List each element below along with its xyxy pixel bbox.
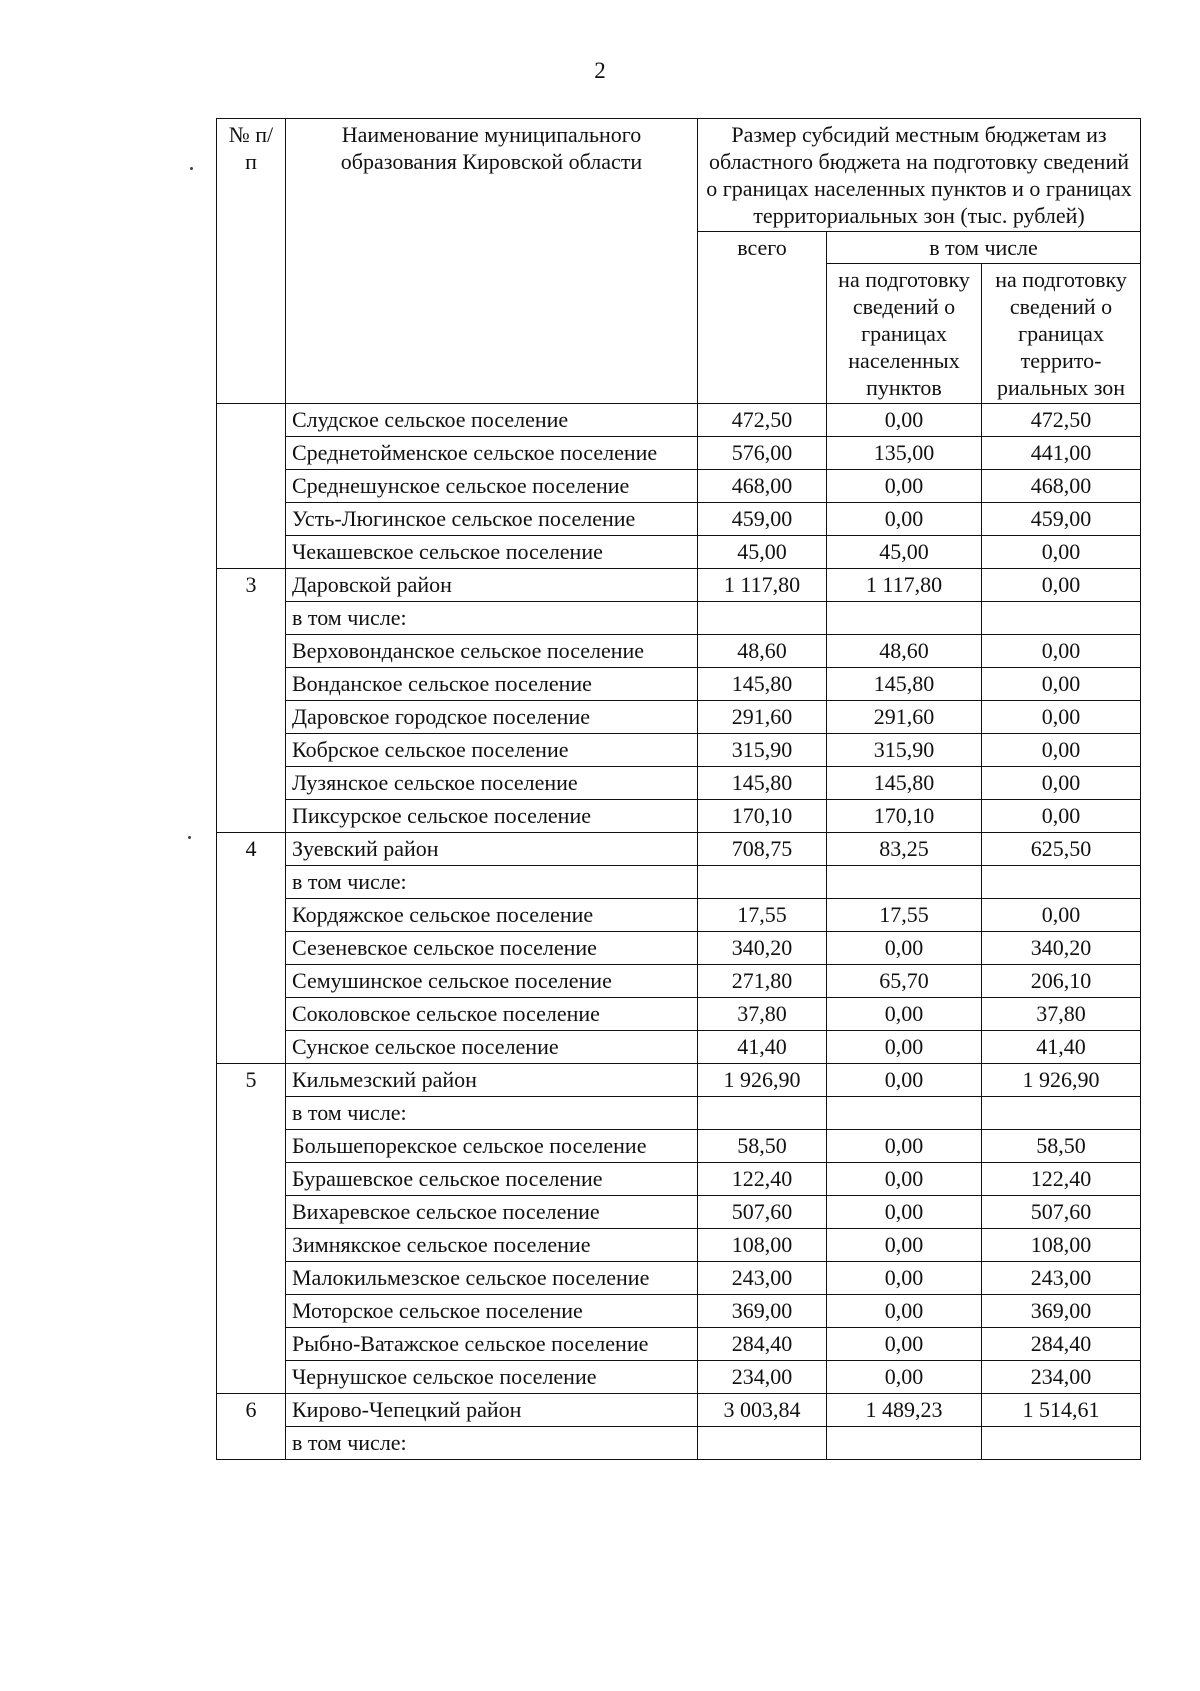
amount-settlements: 45,00 (827, 536, 982, 569)
amount-zones: 468,00 (982, 470, 1141, 503)
amount-settlements: 0,00 (827, 1229, 982, 1262)
table-row (217, 767, 1141, 800)
municipality-name: Моторское сельское поселение (286, 1295, 698, 1328)
row-number (217, 1229, 286, 1262)
amount-total: 170,10 (698, 800, 827, 833)
amount-total: 45,00 (698, 536, 827, 569)
amount-zones: 0,00 (982, 536, 1141, 569)
amount-zones: 625,50 (982, 833, 1141, 866)
row-number (217, 404, 286, 437)
row-number: 3 (217, 569, 286, 602)
row-number (217, 998, 286, 1031)
row-number (217, 965, 286, 998)
amount-total (698, 602, 827, 635)
amount-total: 576,00 (698, 437, 827, 470)
table-row (217, 701, 1141, 734)
table-row (217, 833, 1141, 866)
amount-settlements: 1 489,23 (827, 1394, 982, 1427)
amount-total: 708,75 (698, 833, 827, 866)
table-row (217, 404, 1141, 437)
row-number (217, 932, 286, 965)
header-amount: Размер субсидий местным бюджетам из областного бюджета на подготовку сведений о границах населенных пунктов и о границах территориальных зон (тыс. рублей) (698, 119, 1141, 232)
amount-settlements: 0,00 (827, 1064, 982, 1097)
row-number (217, 1361, 286, 1394)
row-number (217, 899, 286, 932)
amount-total: 48,60 (698, 635, 827, 668)
amount-settlements: 48,60 (827, 635, 982, 668)
row-number: 5 (217, 1064, 286, 1097)
table-row (217, 1361, 1141, 1394)
municipality-name: Зуевский район (286, 833, 698, 866)
page-number: 2 (594, 58, 606, 83)
header-total: всего (698, 232, 827, 404)
table-row (217, 998, 1141, 1031)
amount-settlements: 145,80 (827, 767, 982, 800)
municipality-name: Среднетойменское сельское поселение (286, 437, 698, 470)
row-number (217, 1097, 286, 1130)
municipality-name: Чекашевское сельское поселение (286, 536, 698, 569)
row-number (217, 1295, 286, 1328)
row-number (217, 800, 286, 833)
table-body (217, 404, 1141, 1460)
amount-zones: 369,00 (982, 1295, 1141, 1328)
amount-total (698, 1097, 827, 1130)
amount-zones: 0,00 (982, 701, 1141, 734)
table-row (217, 734, 1141, 767)
amount-settlements: 135,00 (827, 437, 982, 470)
amount-zones: 0,00 (982, 734, 1141, 767)
amount-total: 145,80 (698, 668, 827, 701)
amount-zones: 0,00 (982, 668, 1141, 701)
header-number: № п/п (217, 119, 286, 404)
row-number (217, 1427, 286, 1460)
amount-zones: 58,50 (982, 1130, 1141, 1163)
municipality-name: Большепорекское сельское поселение (286, 1130, 698, 1163)
table-row (217, 1196, 1141, 1229)
header-including: в том числе (827, 232, 1141, 264)
row-number (217, 602, 286, 635)
row-number (217, 1262, 286, 1295)
municipality-name: Бурашевское сельское поселение (286, 1163, 698, 1196)
amount-zones (982, 1427, 1141, 1460)
amount-settlements: 0,00 (827, 1295, 982, 1328)
table-row (217, 800, 1141, 833)
amount-settlements: 17,55 (827, 899, 982, 932)
municipality-name: Соколовское сельское поселение (286, 998, 698, 1031)
row-number (217, 1031, 286, 1064)
amount-zones: 507,60 (982, 1196, 1141, 1229)
municipality-name: Верховонданское сельское поселение (286, 635, 698, 668)
amount-total: 122,40 (698, 1163, 827, 1196)
row-number (217, 1130, 286, 1163)
amount-total (698, 1427, 827, 1460)
municipality-name: Лузянское сельское поселение (286, 767, 698, 800)
amount-zones: 472,50 (982, 404, 1141, 437)
table-row (217, 1130, 1141, 1163)
amount-zones: 1 514,61 (982, 1394, 1141, 1427)
amount-zones: 0,00 (982, 800, 1141, 833)
municipality-name: Пиксурское сельское поселение (286, 800, 698, 833)
amount-settlements: 1 117,80 (827, 569, 982, 602)
amount-settlements: 0,00 (827, 998, 982, 1031)
amount-total: 17,55 (698, 899, 827, 932)
amount-total: 37,80 (698, 998, 827, 1031)
row-number (217, 437, 286, 470)
municipality-name: Усть-Люгинское сельское поселение (286, 503, 698, 536)
row-number (217, 668, 286, 701)
municipality-name: Даровское городское поселение (286, 701, 698, 734)
amount-total: 472,50 (698, 404, 827, 437)
amount-total: 340,20 (698, 932, 827, 965)
municipality-name: Среднешунское сельское поселение (286, 470, 698, 503)
amount-settlements: 0,00 (827, 1031, 982, 1064)
amount-total: 234,00 (698, 1361, 827, 1394)
row-number (217, 536, 286, 569)
municipality-name: Рыбно-Ватажское сельское поселение (286, 1328, 698, 1361)
municipality-name: в том числе: (286, 1097, 698, 1130)
table-row (217, 899, 1141, 932)
row-number (217, 866, 286, 899)
table-row (217, 1064, 1141, 1097)
amount-settlements: 0,00 (827, 470, 982, 503)
subsidy-table (216, 118, 1141, 1460)
amount-zones: 459,00 (982, 503, 1141, 536)
municipality-name: в том числе: (286, 602, 698, 635)
table-row (217, 1295, 1141, 1328)
row-number (217, 1328, 286, 1361)
row-number (217, 1163, 286, 1196)
table-row (217, 965, 1141, 998)
amount-zones: 284,40 (982, 1328, 1141, 1361)
amount-settlements: 0,00 (827, 1163, 982, 1196)
amount-total: 507,60 (698, 1196, 827, 1229)
amount-total (698, 866, 827, 899)
municipality-name: Кобрское сельское поселение (286, 734, 698, 767)
amount-zones: 0,00 (982, 767, 1141, 800)
municipality-name: Сезеневское сельское поселение (286, 932, 698, 965)
table-row (217, 1427, 1141, 1460)
table-header (217, 119, 1141, 404)
amount-settlements: 145,80 (827, 668, 982, 701)
row-number (217, 1196, 286, 1229)
table-row (217, 569, 1141, 602)
amount-zones (982, 602, 1141, 635)
municipality-name: Зимнякское сельское поселение (286, 1229, 698, 1262)
amount-total: 145,80 (698, 767, 827, 800)
amount-zones: 340,20 (982, 932, 1141, 965)
header-name: Наименование муниципального образования Кировской области (286, 119, 698, 404)
amount-total: 315,90 (698, 734, 827, 767)
table-row (217, 932, 1141, 965)
amount-settlements: 315,90 (827, 734, 982, 767)
amount-zones: 37,80 (982, 998, 1141, 1031)
header-zones: на подготовку сведений о границах террито-риальных зон (982, 264, 1141, 404)
row-number (217, 767, 286, 800)
table-row (217, 1262, 1141, 1295)
header-settlements: на подготовку сведений о границах населенных пунктов (827, 264, 982, 404)
municipality-name: Кирово-Чепецкий район (286, 1394, 698, 1427)
municipality-name: Чернушское сельское поселение (286, 1361, 698, 1394)
row-number (217, 503, 286, 536)
table-row (217, 668, 1141, 701)
table-row (217, 1097, 1141, 1130)
amount-total: 243,00 (698, 1262, 827, 1295)
margin-mark (190, 167, 193, 170)
amount-settlements: 0,00 (827, 404, 982, 437)
amount-settlements (827, 602, 982, 635)
amount-total: 271,80 (698, 965, 827, 998)
table-row (217, 1328, 1141, 1361)
municipality-name: Сунское сельское поселение (286, 1031, 698, 1064)
table-row (217, 1031, 1141, 1064)
amount-total: 1 117,80 (698, 569, 827, 602)
row-number: 6 (217, 1394, 286, 1427)
row-number (217, 470, 286, 503)
amount-zones: 122,40 (982, 1163, 1141, 1196)
amount-zones: 0,00 (982, 635, 1141, 668)
municipality-name: Вихаревское сельское поселение (286, 1196, 698, 1229)
amount-total: 108,00 (698, 1229, 827, 1262)
amount-settlements (827, 1097, 982, 1130)
amount-total: 369,00 (698, 1295, 827, 1328)
amount-zones: 0,00 (982, 899, 1141, 932)
amount-zones: 206,10 (982, 965, 1141, 998)
amount-zones: 1 926,90 (982, 1064, 1141, 1097)
municipality-name: Даровской район (286, 569, 698, 602)
table-row (217, 437, 1141, 470)
amount-settlements: 65,70 (827, 965, 982, 998)
amount-total: 284,40 (698, 1328, 827, 1361)
row-number (217, 635, 286, 668)
amount-settlements: 0,00 (827, 1328, 982, 1361)
amount-total: 3 003,84 (698, 1394, 827, 1427)
table-row (217, 503, 1141, 536)
municipality-name: Малокильмезское сельское поселение (286, 1262, 698, 1295)
margin-mark (188, 836, 191, 839)
amount-total: 58,50 (698, 1130, 827, 1163)
municipality-name: в том числе: (286, 866, 698, 899)
amount-settlements: 0,00 (827, 932, 982, 965)
amount-settlements: 291,60 (827, 701, 982, 734)
amount-zones: 234,00 (982, 1361, 1141, 1394)
municipality-name: Кильмезский район (286, 1064, 698, 1097)
amount-settlements: 0,00 (827, 1262, 982, 1295)
amount-settlements: 170,10 (827, 800, 982, 833)
municipality-name: Кордяжское сельское поселение (286, 899, 698, 932)
amount-total: 468,00 (698, 470, 827, 503)
amount-zones: 441,00 (982, 437, 1141, 470)
amount-zones (982, 866, 1141, 899)
amount-total: 291,60 (698, 701, 827, 734)
table-row (217, 1394, 1141, 1427)
amount-settlements: 0,00 (827, 1196, 982, 1229)
municipality-name: в том числе: (286, 1427, 698, 1460)
row-number: 4 (217, 833, 286, 866)
amount-total: 459,00 (698, 503, 827, 536)
municipality-name: Вонданское сельское поселение (286, 668, 698, 701)
row-number (217, 734, 286, 767)
amount-zones: 41,40 (982, 1031, 1141, 1064)
amount-zones: 108,00 (982, 1229, 1141, 1262)
amount-zones: 243,00 (982, 1262, 1141, 1295)
table-row (217, 1229, 1141, 1262)
amount-settlements: 0,00 (827, 1130, 982, 1163)
table-row (217, 602, 1141, 635)
municipality-name: Слудское сельское поселение (286, 404, 698, 437)
amount-settlements (827, 866, 982, 899)
amount-total: 1 926,90 (698, 1064, 827, 1097)
amount-total: 41,40 (698, 1031, 827, 1064)
table-row (217, 635, 1141, 668)
table-row (217, 866, 1141, 899)
amount-settlements: 83,25 (827, 833, 982, 866)
municipality-name: Семушинское сельское поселение (286, 965, 698, 998)
amount-zones (982, 1097, 1141, 1130)
amount-settlements (827, 1427, 982, 1460)
row-number (217, 701, 286, 734)
amount-settlements: 0,00 (827, 1361, 982, 1394)
table-row (217, 470, 1141, 503)
amount-zones: 0,00 (982, 569, 1141, 602)
amount-settlements: 0,00 (827, 503, 982, 536)
table-row (217, 1163, 1141, 1196)
table-row (217, 536, 1141, 569)
